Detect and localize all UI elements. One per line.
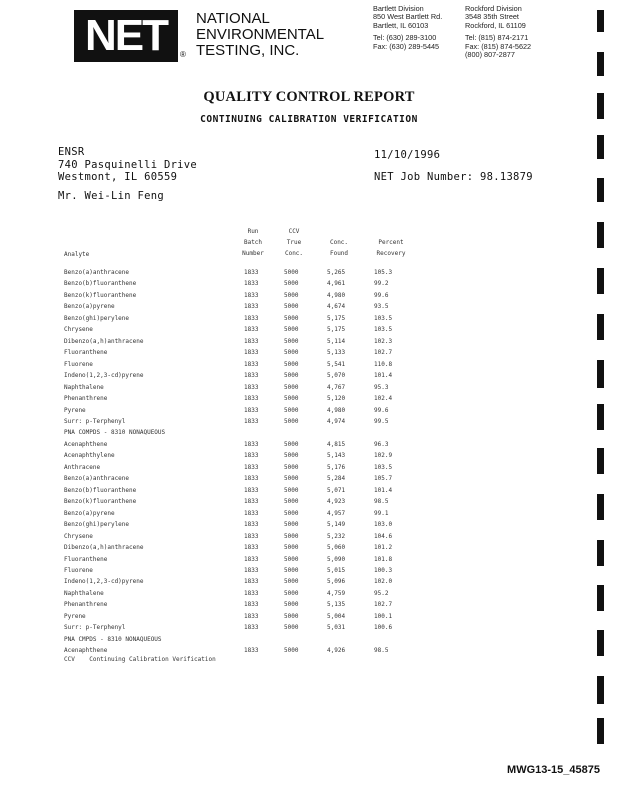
bartlett-fax: Fax: (630) 289-5445 bbox=[373, 41, 440, 51]
binder-mark bbox=[597, 540, 604, 566]
binder-mark bbox=[597, 404, 604, 430]
bartlett-tel: Tel: (630) 289-3100 bbox=[373, 33, 437, 43]
true-conc-cell: 5000 bbox=[284, 532, 299, 540]
rockford-tel: Tel: (815) 874-2171 bbox=[465, 33, 529, 43]
binder-mark bbox=[597, 178, 604, 202]
analyte-cell: Benzo(b)fluoranthene bbox=[64, 280, 137, 288]
batch-cell: 1833 bbox=[244, 360, 259, 368]
header-true-line-2: True bbox=[286, 239, 302, 246]
batch-cell: 1833 bbox=[244, 383, 259, 391]
header-analyte: Analyte bbox=[64, 251, 90, 258]
document-id: MWG13-15_45875 bbox=[507, 764, 600, 776]
found-conc-cell: 5,060 bbox=[327, 544, 346, 552]
recovery-cell: 102.0 bbox=[374, 578, 393, 586]
batch-cell: 1833 bbox=[244, 578, 259, 586]
analyte-cell: Dibenzo(a,h)anthracene bbox=[64, 337, 144, 345]
found-conc-cell: 5,232 bbox=[327, 532, 346, 540]
table-row bbox=[0, 624, 618, 635]
binder-mark bbox=[597, 360, 604, 388]
analyte-cell: Benzo(a)anthracene bbox=[64, 475, 130, 483]
analyte-cell: Fluorene bbox=[64, 566, 93, 574]
true-conc-cell: 5000 bbox=[284, 475, 299, 483]
recovery-cell: 102.9 bbox=[374, 452, 393, 460]
registered-mark: ® bbox=[180, 50, 186, 59]
job-number-line bbox=[374, 171, 533, 184]
table-row bbox=[0, 361, 618, 372]
recovery-cell: 101.2 bbox=[374, 544, 393, 552]
header-batch-line-1: Run bbox=[247, 228, 259, 235]
analyte-cell: Acenaphthene bbox=[64, 440, 108, 448]
table-row bbox=[0, 590, 618, 601]
binder-mark bbox=[597, 494, 604, 520]
table-row bbox=[0, 372, 618, 383]
found-conc-cell: 4,980 bbox=[327, 406, 346, 414]
recovery-cell: 101.4 bbox=[374, 372, 393, 380]
table-row bbox=[0, 407, 618, 418]
batch-cell: 1833 bbox=[244, 452, 259, 460]
true-conc-cell: 5000 bbox=[284, 269, 299, 276]
true-conc-cell: 5000 bbox=[284, 417, 299, 425]
batch-cell: 1833 bbox=[244, 544, 259, 552]
client-name: ENSR bbox=[58, 146, 85, 158]
batch-cell: 1833 bbox=[244, 406, 259, 414]
client-address2: Westmont, IL 60559 bbox=[58, 171, 178, 183]
table-row bbox=[0, 601, 618, 612]
header-batch-line-3: Number bbox=[242, 250, 264, 257]
found-conc-cell: 5,090 bbox=[327, 555, 346, 563]
found-conc-cell: 5,284 bbox=[327, 475, 346, 483]
job-number-value: 98.13879 bbox=[479, 171, 533, 183]
found-conc-cell: 4,957 bbox=[327, 509, 346, 517]
table-row bbox=[0, 521, 618, 532]
true-conc-cell: 5000 bbox=[284, 291, 299, 299]
table-row bbox=[0, 544, 618, 555]
client-address-block bbox=[58, 146, 197, 184]
table-row bbox=[0, 280, 618, 291]
batch-cell: 1833 bbox=[244, 589, 259, 597]
binder-mark bbox=[597, 10, 604, 32]
table-row bbox=[0, 556, 618, 567]
recovery-cell: 103.5 bbox=[374, 314, 393, 322]
recovery-cell: 99.2 bbox=[374, 280, 389, 288]
batch-cell: 1833 bbox=[244, 395, 259, 403]
binder-mark bbox=[597, 314, 604, 340]
table-row bbox=[0, 315, 618, 326]
recovery-cell: 95.3 bbox=[374, 383, 389, 391]
rockford-name: Rockford Division bbox=[465, 4, 522, 13]
company-name-line-2: ENVIRONMENTAL bbox=[196, 26, 325, 43]
table-row bbox=[0, 487, 618, 498]
analyte-cell: Fluoranthene bbox=[64, 349, 108, 357]
recovery-cell: 99.5 bbox=[374, 417, 389, 425]
found-conc-cell: 4,759 bbox=[327, 589, 346, 597]
batch-cell: 1833 bbox=[244, 475, 259, 483]
batch-cell: 1833 bbox=[244, 521, 259, 529]
table-row bbox=[0, 441, 618, 452]
batch-cell: 1833 bbox=[244, 555, 259, 563]
header-batch bbox=[236, 226, 270, 259]
found-conc-cell: 5,071 bbox=[327, 486, 346, 494]
found-conc-cell: 5,265 bbox=[327, 269, 346, 276]
table-row bbox=[0, 567, 618, 578]
analyte-cell: Benzo(k)fluoranthene bbox=[64, 291, 137, 299]
table-row bbox=[0, 349, 618, 360]
client-address1: 740 Pasquinelli Drive bbox=[58, 158, 198, 171]
analyte-cell: Benzo(b)fluoranthene bbox=[64, 486, 137, 494]
analyte-cell: Fluorene bbox=[64, 360, 93, 368]
analyte-cell: Naphthalene bbox=[64, 383, 104, 391]
bartlett-address2: Bartlett, IL 60103 bbox=[373, 20, 429, 30]
found-conc-cell: 4,815 bbox=[327, 440, 346, 448]
rockford-address1: 3548 35th Street bbox=[465, 12, 519, 22]
true-conc-cell: 5000 bbox=[284, 521, 299, 529]
table-row bbox=[0, 510, 618, 521]
recovery-cell: 96.3 bbox=[374, 440, 389, 448]
bartlett-division-block bbox=[373, 5, 442, 51]
batch-cell: 1833 bbox=[244, 269, 259, 276]
header-true-line-3: Conc. bbox=[284, 250, 304, 257]
analyte-cell: Phenanthrene bbox=[64, 601, 108, 609]
found-conc-cell: 5,133 bbox=[327, 349, 346, 357]
table-row bbox=[0, 613, 618, 624]
header-percent-recovery bbox=[369, 237, 413, 259]
recovery-cell: 98.5 bbox=[374, 498, 389, 506]
true-conc-cell: 5000 bbox=[284, 486, 299, 494]
company-name-line-3: TESTING, INC. bbox=[196, 42, 300, 59]
batch-cell: 1833 bbox=[244, 372, 259, 380]
binder-mark bbox=[597, 718, 604, 744]
true-conc-cell: 5000 bbox=[284, 601, 299, 609]
binder-mark bbox=[597, 93, 604, 119]
table-section-header bbox=[0, 429, 618, 440]
analyte-cell: Benzo(ghi)perylene bbox=[64, 521, 130, 529]
recovery-cell: 100.1 bbox=[374, 612, 393, 620]
found-conc-cell: 4,923 bbox=[327, 498, 346, 506]
analyte-cell: Indeno(1,2,3-cd)pyrene bbox=[64, 372, 144, 380]
true-conc-cell: 5000 bbox=[284, 589, 299, 597]
recovery-cell: 99.1 bbox=[374, 509, 389, 517]
found-conc-cell: 5,096 bbox=[327, 578, 346, 586]
found-conc-cell: 4,767 bbox=[327, 383, 346, 391]
analyte-cell: Chrysene bbox=[64, 532, 93, 540]
analyte-cell: Anthracene bbox=[64, 463, 101, 471]
recovery-cell: 95.2 bbox=[374, 589, 389, 597]
found-conc-cell: 5,149 bbox=[327, 521, 346, 529]
binder-mark bbox=[597, 52, 604, 76]
batch-cell: 1833 bbox=[244, 509, 259, 517]
true-conc-cell: 5000 bbox=[284, 612, 299, 620]
recovery-cell: 100.3 bbox=[374, 566, 393, 574]
true-conc-cell: 5000 bbox=[284, 440, 299, 448]
true-conc-cell: 5000 bbox=[284, 624, 299, 632]
recovery-cell: 98.5 bbox=[374, 647, 389, 655]
recovery-cell: 102.7 bbox=[374, 349, 393, 357]
found-conc-cell: 5,143 bbox=[327, 452, 346, 460]
rockford-address2: Rockford, IL 61109 bbox=[465, 20, 526, 30]
analyte-cell: Pyrene bbox=[64, 406, 86, 414]
rockford-fax: Fax: (815) 874-5622 bbox=[465, 41, 532, 51]
analyte-cell: Fluoranthene bbox=[64, 555, 108, 563]
batch-cell: 1833 bbox=[244, 647, 259, 655]
recovery-cell: 103.5 bbox=[374, 326, 393, 334]
table-row bbox=[0, 418, 618, 429]
analyte-cell: Benzo(a)anthracene bbox=[64, 269, 130, 276]
batch-cell: 1833 bbox=[244, 303, 259, 311]
bartlett-name: Bartlett Division bbox=[373, 4, 424, 13]
true-conc-cell: 5000 bbox=[284, 498, 299, 506]
header-recovery-line-1: Percent bbox=[378, 239, 404, 246]
true-conc-cell: 5000 bbox=[284, 406, 299, 414]
report-subtitle: CONTINUING CALIBRATION VERIFICATION bbox=[200, 114, 418, 125]
analyte-cell: Benzo(k)fluoranthene bbox=[64, 498, 137, 506]
batch-cell: 1833 bbox=[244, 280, 259, 288]
found-conc-cell: 5,070 bbox=[327, 372, 346, 380]
batch-cell: 1833 bbox=[244, 498, 259, 506]
table-row bbox=[0, 395, 618, 406]
recovery-cell: 100.6 bbox=[374, 624, 393, 632]
net-logo: NET bbox=[74, 10, 178, 62]
recovery-cell: 102.4 bbox=[374, 395, 393, 403]
recovery-cell: 99.6 bbox=[374, 406, 389, 414]
found-conc-cell: 5,015 bbox=[327, 566, 346, 574]
recovery-cell: 110.8 bbox=[374, 360, 393, 368]
analyte-cell: Acenaphthene bbox=[64, 647, 108, 655]
found-conc-cell: 5,541 bbox=[327, 360, 346, 368]
table-row bbox=[0, 498, 618, 509]
true-conc-cell: 5000 bbox=[284, 395, 299, 403]
table-row bbox=[0, 292, 618, 303]
found-conc-cell: 5,114 bbox=[327, 337, 346, 345]
true-conc-cell: 5000 bbox=[284, 578, 299, 586]
batch-cell: 1833 bbox=[244, 532, 259, 540]
found-conc-cell: 5,135 bbox=[327, 601, 346, 609]
binder-mark bbox=[597, 135, 604, 159]
header-found-line-2: Found bbox=[329, 250, 349, 257]
true-conc-cell: 5000 bbox=[284, 383, 299, 391]
found-conc-cell: 4,980 bbox=[327, 291, 346, 299]
batch-cell: 1833 bbox=[244, 440, 259, 448]
true-conc-cell: 5000 bbox=[284, 647, 299, 655]
header-found-line-1: Conc. bbox=[329, 239, 349, 246]
batch-cell: 1833 bbox=[244, 337, 259, 345]
found-conc-cell: 4,674 bbox=[327, 303, 346, 311]
binder-mark bbox=[597, 268, 604, 294]
batch-cell: 1833 bbox=[244, 463, 259, 471]
analyte-cell: Chrysene bbox=[64, 326, 93, 334]
job-number-label: NET Job Number: bbox=[374, 171, 474, 183]
analyte-cell: Dibenzo(a,h)anthracene bbox=[64, 544, 144, 552]
batch-cell: 1833 bbox=[244, 417, 259, 425]
analyte-cell: Surr: p-Terphenyl bbox=[64, 417, 126, 425]
recovery-cell: 105.3 bbox=[374, 269, 393, 276]
report-date: 11/10/1996 bbox=[374, 149, 441, 161]
analyte-cell: Naphthalene bbox=[64, 589, 104, 597]
analyte-cell: Benzo(a)pyrene bbox=[64, 509, 115, 517]
batch-cell: 1833 bbox=[244, 291, 259, 299]
recovery-cell: 102.7 bbox=[374, 601, 393, 609]
report-title: QUALITY CONTROL REPORT bbox=[203, 89, 415, 105]
analyte-cell: Acenaphthylene bbox=[64, 452, 115, 460]
true-conc-cell: 5000 bbox=[284, 544, 299, 552]
batch-cell: 1833 bbox=[244, 612, 259, 620]
batch-cell: 1833 bbox=[244, 624, 259, 632]
binder-mark bbox=[597, 585, 604, 611]
found-conc-cell: 4,961 bbox=[327, 280, 346, 288]
analyte-cell: Benzo(ghi)perylene bbox=[64, 314, 130, 322]
true-conc-cell: 5000 bbox=[284, 463, 299, 471]
batch-cell: 1833 bbox=[244, 326, 259, 334]
true-conc-cell: 5000 bbox=[284, 326, 299, 334]
section-label: PNA COMPDS - 8310 NONAQUEOUS bbox=[64, 429, 166, 437]
analyte-cell: Indeno(1,2,3-cd)pyrene bbox=[64, 578, 144, 586]
table-row bbox=[0, 475, 618, 486]
header-true-line-1: CCV bbox=[288, 228, 300, 235]
binder-mark bbox=[597, 222, 604, 248]
bartlett-address1: 850 West Bartlett Rd. bbox=[373, 12, 443, 22]
table-row bbox=[0, 269, 618, 280]
section-label: PNA CMPDS - 8310 NONAQUEOUS bbox=[64, 635, 162, 643]
analyte-cell: Benzo(a)pyrene bbox=[64, 303, 115, 311]
true-conc-cell: 5000 bbox=[284, 349, 299, 357]
true-conc-cell: 5000 bbox=[284, 303, 299, 311]
table-row bbox=[0, 533, 618, 544]
true-conc-cell: 5000 bbox=[284, 555, 299, 563]
analyte-cell: Surr: p-Terphenyl bbox=[64, 624, 126, 632]
true-conc-cell: 5000 bbox=[284, 337, 299, 345]
binder-mark bbox=[597, 630, 604, 656]
company-name bbox=[196, 11, 324, 59]
found-conc-cell: 5,120 bbox=[327, 395, 346, 403]
true-conc-cell: 5000 bbox=[284, 509, 299, 517]
recovery-cell: 101.4 bbox=[374, 486, 393, 494]
found-conc-cell: 4,974 bbox=[327, 417, 346, 425]
recovery-cell: 101.8 bbox=[374, 555, 393, 563]
table-section-header bbox=[0, 636, 618, 647]
true-conc-cell: 5000 bbox=[284, 452, 299, 460]
found-conc-cell: 5,031 bbox=[327, 624, 346, 632]
recovery-cell: 103.0 bbox=[374, 521, 393, 529]
true-conc-cell: 5000 bbox=[284, 372, 299, 380]
analyte-cell: Pyrene bbox=[64, 612, 86, 620]
binder-mark bbox=[597, 676, 604, 704]
found-conc-cell: 4,926 bbox=[327, 647, 346, 655]
true-conc-cell: 5000 bbox=[284, 360, 299, 368]
table-row bbox=[0, 338, 618, 349]
header-conc-found bbox=[322, 237, 356, 259]
recovery-cell: 103.5 bbox=[374, 463, 393, 471]
table-row bbox=[0, 464, 618, 475]
recovery-cell: 105.7 bbox=[374, 475, 393, 483]
attention-line: Mr. Wei-Lin Feng bbox=[58, 190, 164, 202]
batch-cell: 1833 bbox=[244, 486, 259, 494]
recovery-cell: 93.5 bbox=[374, 303, 389, 311]
found-conc-cell: 5,175 bbox=[327, 314, 346, 322]
found-conc-cell: 5,175 bbox=[327, 326, 346, 334]
true-conc-cell: 5000 bbox=[284, 280, 299, 288]
header-true-conc bbox=[277, 226, 311, 259]
rockford-division-block bbox=[465, 5, 531, 59]
analyte-cell: Phenanthrene bbox=[64, 395, 108, 403]
found-conc-cell: 5,004 bbox=[327, 612, 346, 620]
table-row bbox=[0, 578, 618, 589]
footnote: CCV Continuing Calibration Verification bbox=[64, 656, 216, 663]
batch-cell: 1833 bbox=[244, 601, 259, 609]
table-row bbox=[0, 303, 618, 314]
binder-mark bbox=[597, 448, 604, 474]
recovery-cell: 102.3 bbox=[374, 337, 393, 345]
header-batch-line-2: Batch bbox=[243, 239, 263, 246]
batch-cell: 1833 bbox=[244, 566, 259, 574]
rockford-phone2: (800) 807-2877 bbox=[465, 50, 515, 60]
table-row bbox=[0, 384, 618, 395]
company-name-line-1: NATIONAL bbox=[196, 10, 270, 27]
batch-cell: 1833 bbox=[244, 349, 259, 357]
true-conc-cell: 5000 bbox=[284, 566, 299, 574]
table-row bbox=[0, 326, 618, 337]
recovery-cell: 104.6 bbox=[374, 532, 393, 540]
recovery-cell: 99.6 bbox=[374, 291, 389, 299]
table-row bbox=[0, 452, 618, 463]
true-conc-cell: 5000 bbox=[284, 314, 299, 322]
header-recovery-line-2: Recovery bbox=[376, 250, 406, 257]
batch-cell: 1833 bbox=[244, 314, 259, 322]
found-conc-cell: 5,176 bbox=[327, 463, 346, 471]
